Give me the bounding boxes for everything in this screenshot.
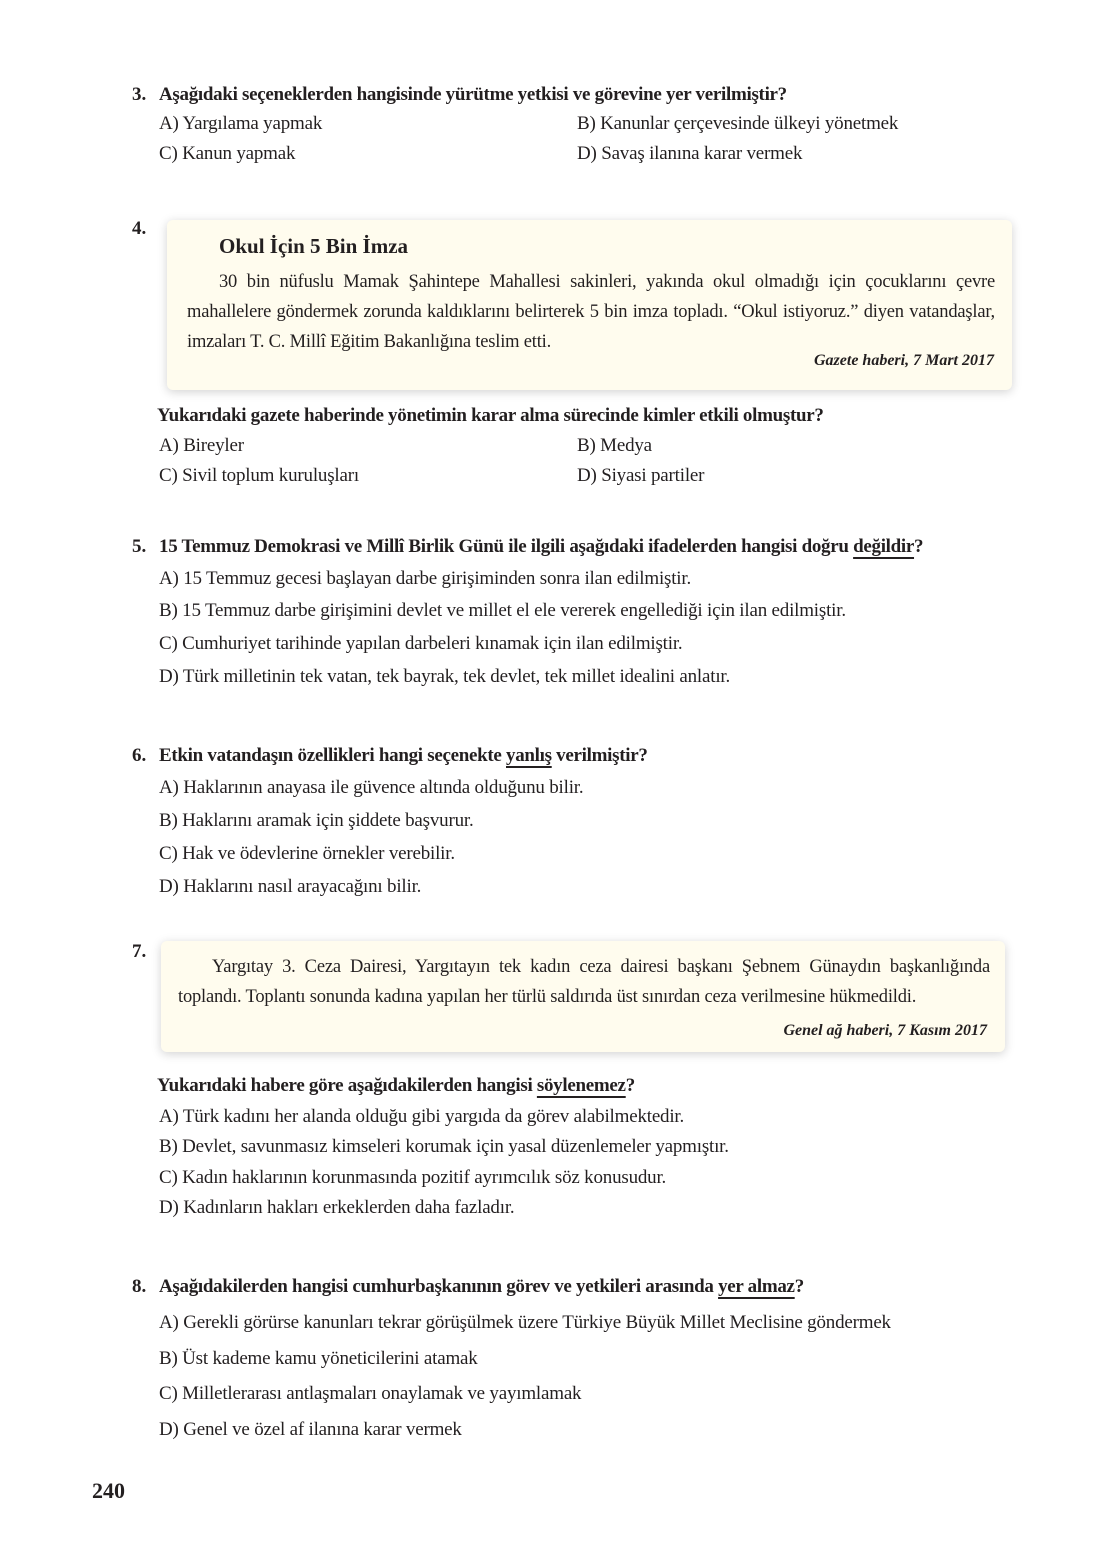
news-box bbox=[161, 941, 1005, 1052]
option-b: B) Medya bbox=[577, 435, 652, 456]
option-b: B) Üst kademe kamu yöneticilerini atamak bbox=[159, 1348, 478, 1369]
option-b: B) Devlet, savunmasız kimseleri korumak için yasal düzenlemeler yapmıştır. bbox=[159, 1136, 729, 1157]
option-a: A) Yargılama yapmak bbox=[159, 113, 323, 134]
question-text: Aşağıdaki seçeneklerden hangisinde yürütme yetkisi ve görevine yer verilmiştir? bbox=[159, 84, 787, 105]
question-text: Etkin vatandaşın özellikleri hangi seçenekte yanlış verilmiştir? bbox=[159, 745, 648, 766]
option-b: B) Kanunlar çerçevesinde ülkeyi yönetmek bbox=[577, 113, 899, 134]
option-b: B) Haklarını aramak için şiddete başvurur. bbox=[159, 810, 474, 831]
option-a: A) 15 Temmuz gecesi başlayan darbe girişiminden sonra ilan edilmiştir. bbox=[159, 568, 692, 589]
underlined-keyword: söylenemez bbox=[536, 1075, 626, 1096]
option-d: D) Kadınların hakları erkeklerden daha fazladır. bbox=[159, 1197, 515, 1218]
question-text: Yukarıdaki habere göre aşağıdakilerden hangisi söylenemez? bbox=[157, 1075, 635, 1096]
question-number: 8. bbox=[132, 1276, 147, 1297]
option-a: A) Haklarının anayasa ile güvence altında olduğunu bilir. bbox=[159, 777, 584, 798]
option-d: D) Savaş ilanına karar vermek bbox=[577, 143, 803, 164]
question-number: 6. bbox=[132, 745, 147, 766]
question-number: 3. bbox=[132, 84, 147, 105]
question-number: 4. bbox=[132, 218, 147, 239]
option-d: D) Haklarını nasıl arayacağını bilir. bbox=[159, 876, 422, 897]
news-paragraph: Yargıtay 3. Ceza Dairesi, Yargıtayın tek kadın ceza dairesi başkanı Şebnem Günaydın başkanlığında toplandı. Toplantı sonunda kadına yapılan her türlü saldırıda üst sınırdan ceza verilmesine hükmedildi. bbox=[178, 957, 990, 1007]
option-d: D) Siyasi partiler bbox=[577, 465, 705, 486]
option-c: C) Cumhuriyet tarihinde yapılan darbeleri kınamak için ilan edilmiştir. bbox=[159, 633, 683, 654]
news-title: Okul İçin 5 Bin İmza bbox=[219, 234, 409, 258]
question-text: 15 Temmuz Demokrasi ve Millî Birlik Günü ile ilgili aşağıdaki ifadelerden hangisi doğru değildir? bbox=[159, 536, 924, 557]
option-a: A) Türk kadını her alanda olduğu gibi yargıda da görev alabilmektedir. bbox=[159, 1106, 685, 1127]
option-a: A) Bireyler bbox=[159, 435, 244, 456]
option-d: D) Türk milletinin tek vatan, tek bayrak, tek devlet, tek millet idealini anlatır. bbox=[159, 666, 731, 687]
option-b: B) 15 Temmuz darbe girişimini devlet ve millet el ele vererek engellediği için ilan edilmiştir. bbox=[159, 600, 846, 621]
option-d: D) Genel ve özel af ilanına karar vermek bbox=[159, 1419, 462, 1440]
option-a: A) Gerekli görürse kanunları tekrar görüşülmek üzere Türkiye Büyük Millet Meclisine göndermek bbox=[159, 1312, 891, 1333]
underlined-keyword: değildir bbox=[853, 536, 915, 557]
question-number: 5. bbox=[132, 536, 147, 557]
option-c: C) Kanun yapmak bbox=[159, 143, 296, 164]
underlined-keyword: yanlış bbox=[506, 745, 552, 766]
option-c: C) Milletlerarası antlaşmaları onaylamak ve yayımlamak bbox=[159, 1383, 582, 1404]
underlined-keyword: yer almaz bbox=[718, 1276, 795, 1297]
news-source: Gazete haberi, 7 Mart 2017 bbox=[814, 352, 994, 369]
option-c: C) Hak ve ödevlerine örnekler verebilir. bbox=[159, 843, 455, 864]
question-number: 7. bbox=[132, 941, 147, 962]
question-text: Aşağıdakilerden hangisi cumhurbaşkanının görev ve yetkileri arasında yer almaz? bbox=[159, 1276, 804, 1297]
news-paragraph: 30 bin nüfuslu Mamak Şahintepe Mahallesi sakinleri, yakında okul olmadığı için çocuklarını çevre mahallelere göndermek zorunda kaldıklarını belirterek 5 bin imza topladı. “Okul istiyoruz.” diyen vatandaşlar, imzaları T. C. Millî Eğitim Bakanlığına teslim etti. bbox=[187, 272, 995, 352]
option-c: C) Sivil toplum kuruluşları bbox=[159, 465, 359, 486]
news-source: Genel ağ haberi, 7 Kasım 2017 bbox=[783, 1022, 987, 1039]
page-number: 240 bbox=[92, 1478, 125, 1503]
option-c: C) Kadın haklarının korunmasında pozitif ayrımcılık söz konusudur. bbox=[159, 1167, 667, 1188]
news-box bbox=[167, 220, 1012, 390]
question-text: Yukarıdaki gazete haberinde yönetimin karar alma sürecinde kimler etkili olmuştur? bbox=[157, 405, 824, 426]
